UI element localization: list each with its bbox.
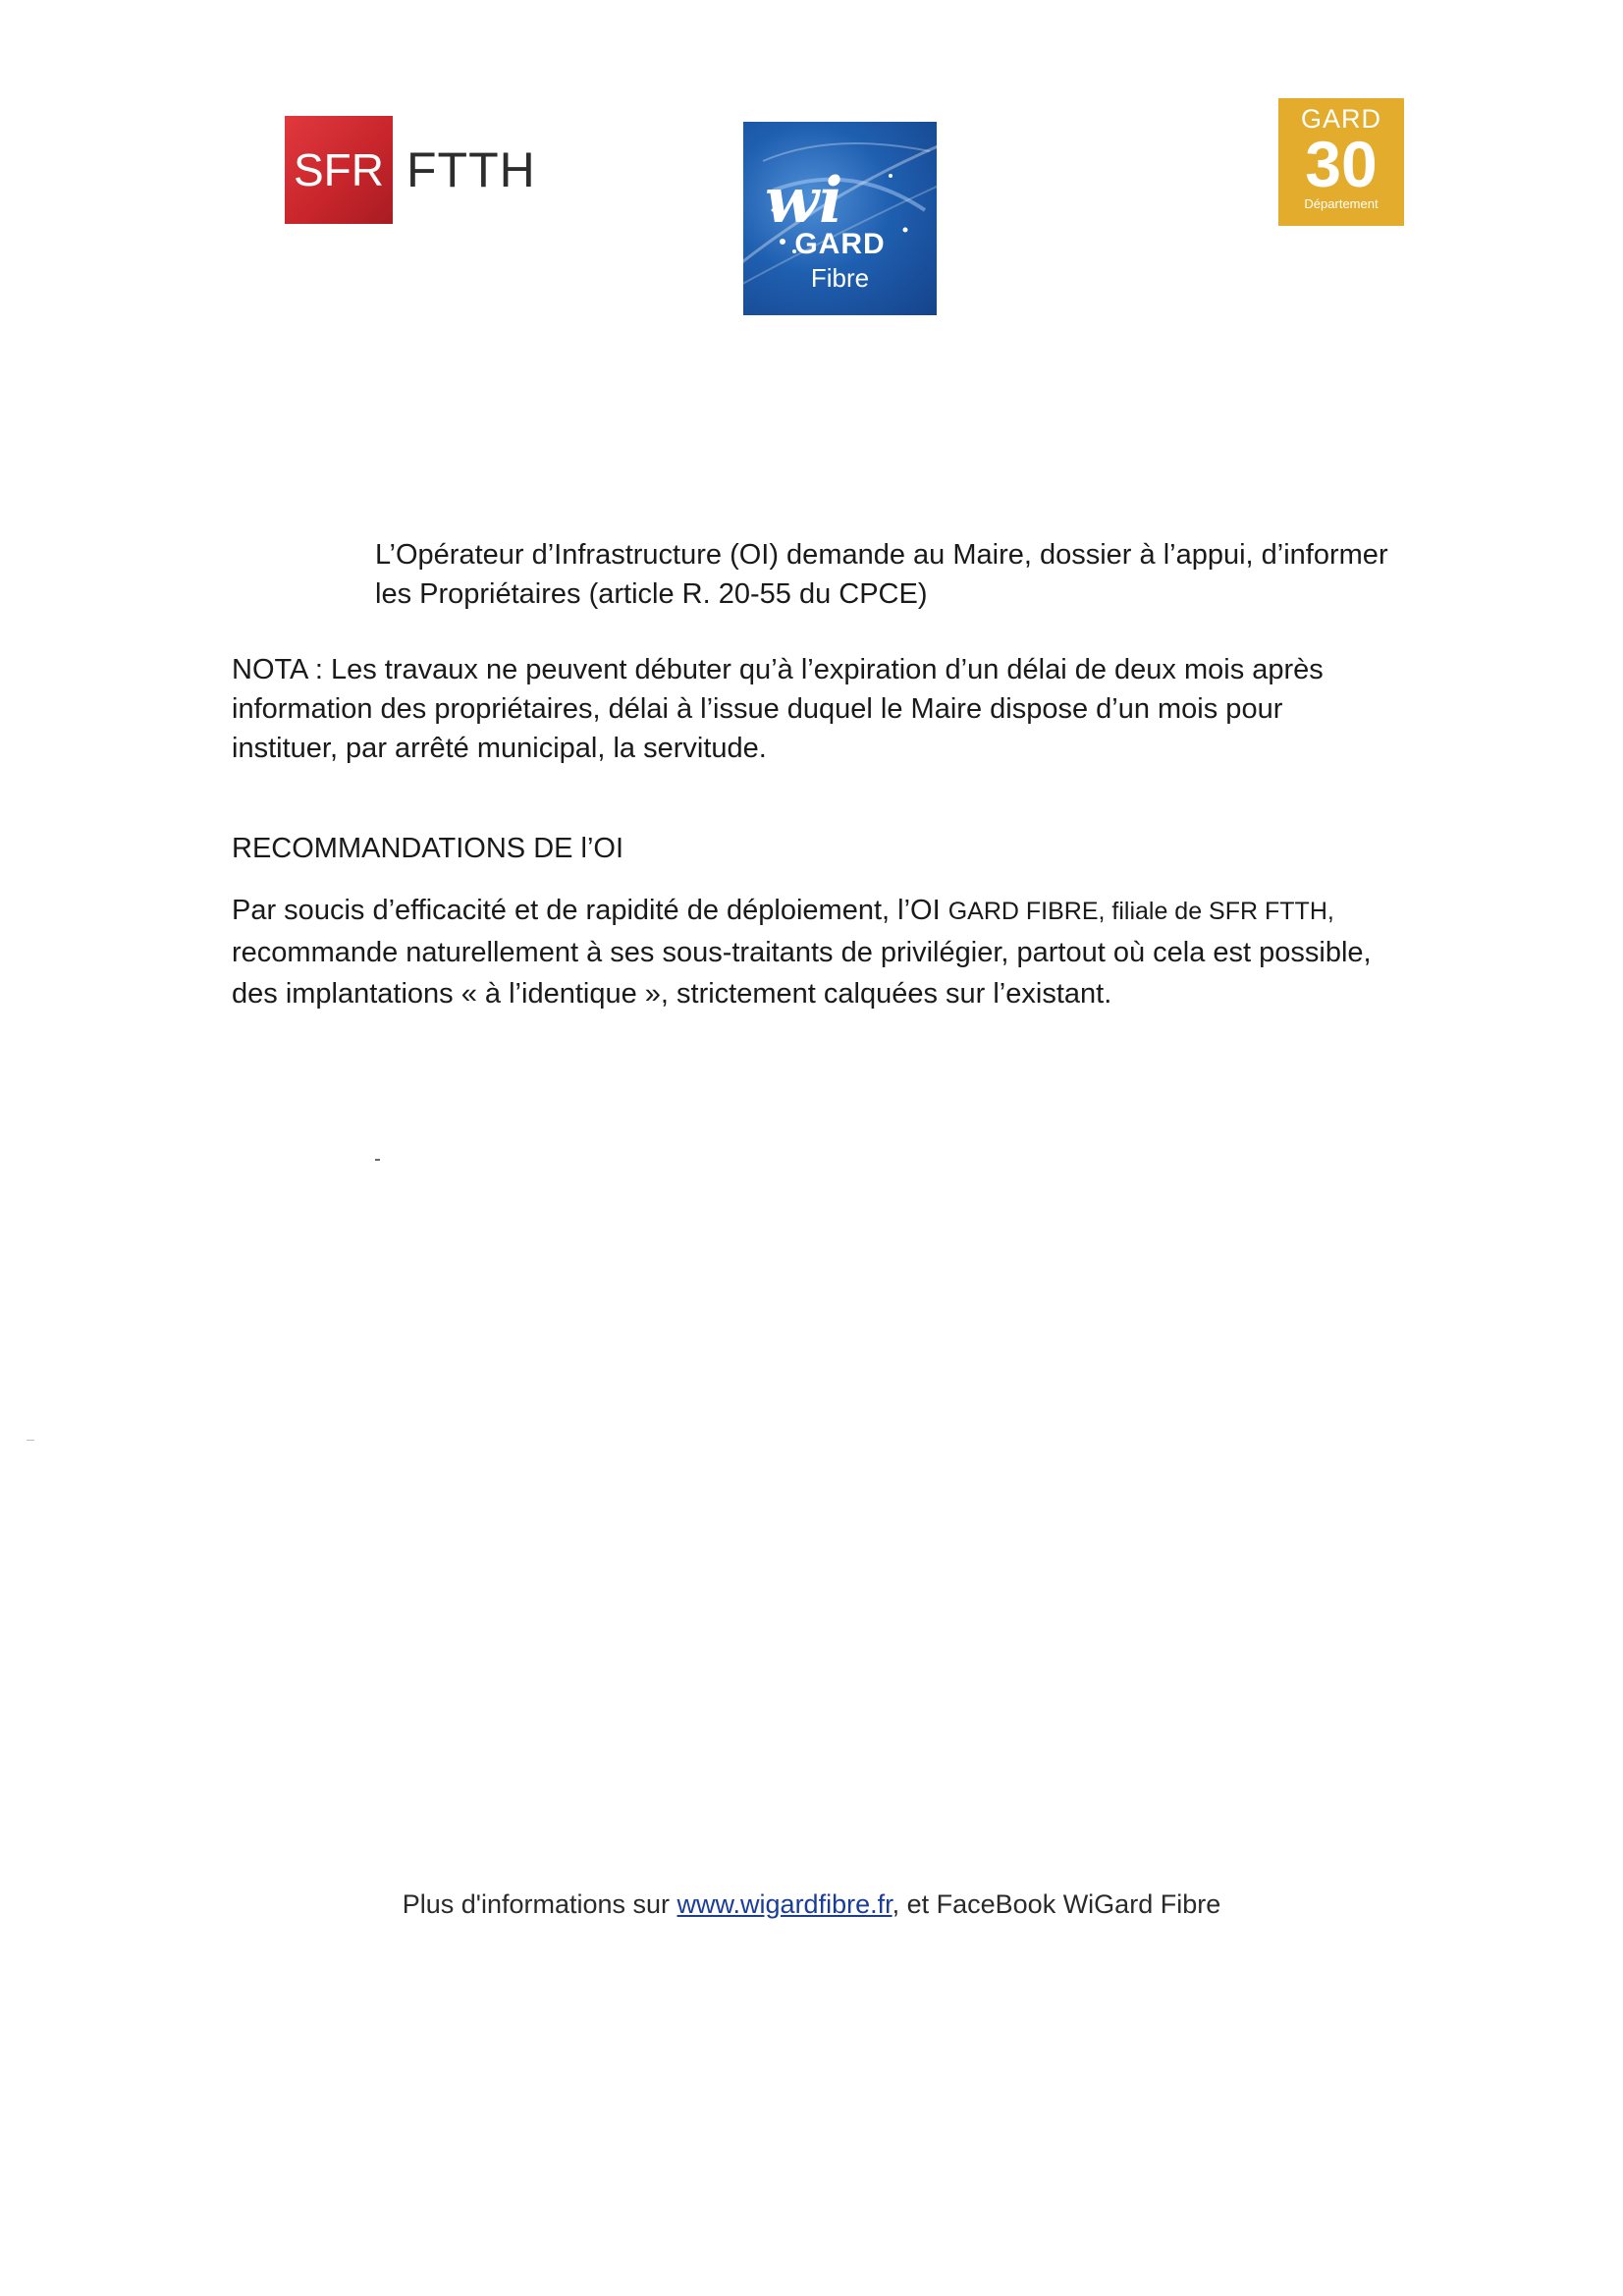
gard-departement-logo	[1278, 98, 1404, 226]
wigard-fibre-logo	[743, 122, 937, 315]
reco-line-1-start: Par soucis d’efficacité et de rapidité de déploiement, l’OI	[232, 895, 948, 926]
footer-info	[0, 1889, 1623, 1920]
reco-line-1-org: GARD FIBRE, filiale de SFR FTTH,	[947, 898, 1334, 925]
recommendations-heading: RECOMMANDATIONS DE l’OI	[232, 833, 624, 864]
intro-paragraph	[375, 535, 1465, 614]
gard-logo-top-text: GARD	[1300, 104, 1381, 134]
reco-line-1	[232, 890, 1459, 932]
reco-line-3: des implantations « à l’identique », strictement calquées sur l’existant.	[232, 978, 1112, 1010]
wigard-gard-text: GARD	[794, 228, 886, 260]
sfr-logo-box: SFR	[285, 116, 393, 224]
footer-prefix: Plus d'informations sur	[402, 1889, 677, 1919]
recommendations-paragraph	[232, 890, 1459, 1014]
scan-speck	[27, 1440, 34, 1441]
nota-line-2: information des propriétaires, délai à l’issue duquel le Maire dispose d’un mois pour	[232, 693, 1283, 725]
ftth-logo-text: FTTH	[406, 142, 536, 197]
gard-logo-number: 30	[1305, 128, 1378, 200]
nota-paragraph	[232, 650, 1459, 768]
intro-line-1: L’Opérateur d’Infrastructure (OI) demande au Maire, dossier à l’appui, d’informer	[375, 539, 1388, 571]
nota-line-1: NOTA : Les travaux ne peuvent débuter qu’à l’expiration d’un délai de deux mois après	[232, 654, 1324, 685]
footer-suffix: , et FaceBook WiGard Fibre	[892, 1889, 1221, 1919]
scan-speck	[375, 1159, 380, 1161]
reco-line-2: recommande naturellement à ses sous-traitants de privilégier, partout où cela est possible,	[232, 937, 1372, 968]
sfr-ftth-logo	[285, 116, 536, 224]
nota-line-3: instituer, par arrêté municipal, la servitude.	[232, 733, 767, 764]
wigard-fibre-text: Fibre	[810, 263, 870, 293]
website-link[interactable]: www.wigardfibre.fr	[676, 1889, 893, 1919]
intro-line-2: les Propriétaires (article R. 20-55 du CPCE)	[375, 578, 928, 610]
wigard-script-text: wi	[765, 164, 843, 238]
gard-logo-bottom-text: Département	[1304, 196, 1379, 211]
